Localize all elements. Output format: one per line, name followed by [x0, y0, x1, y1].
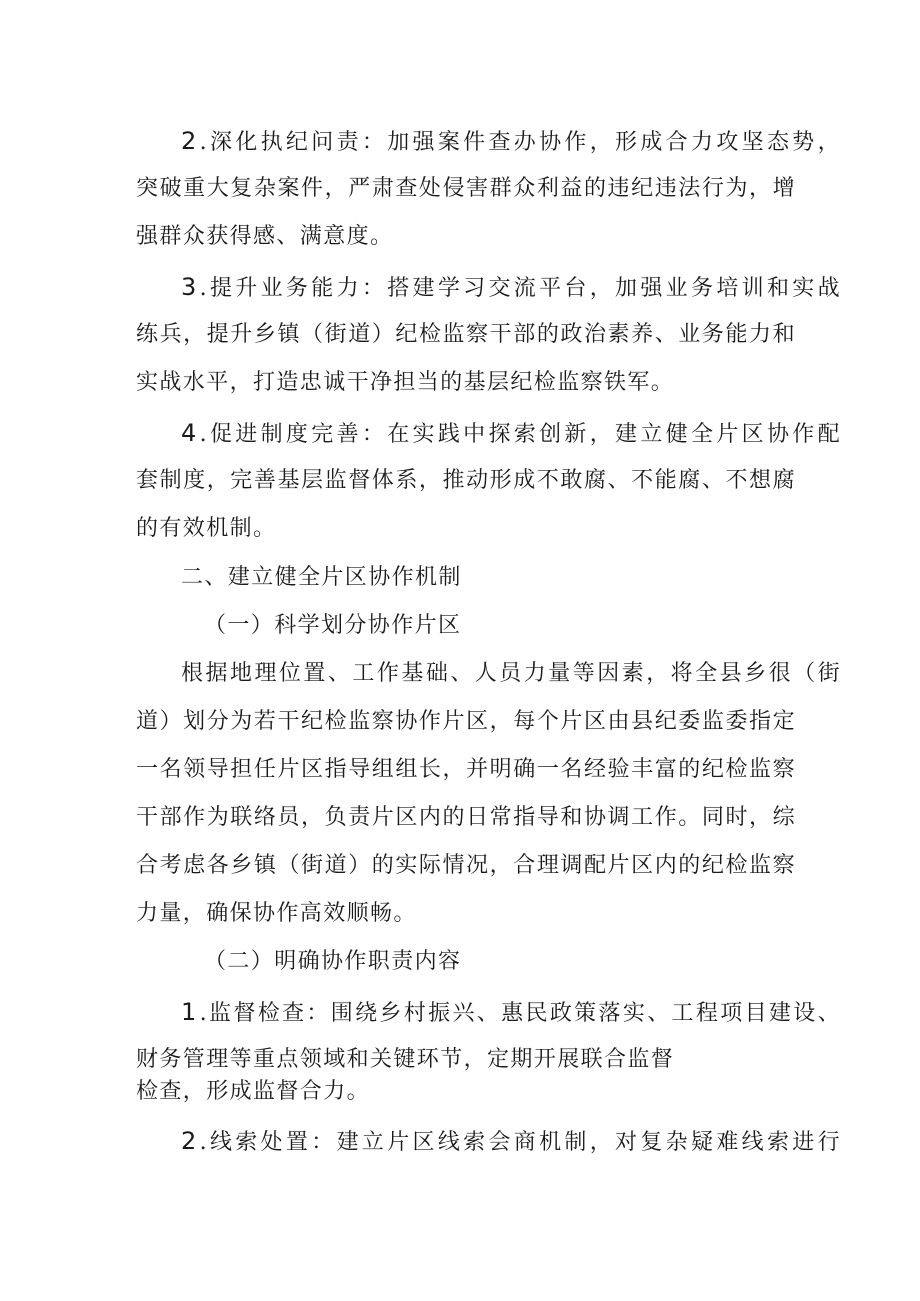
item-number: 3	[181, 273, 198, 301]
body-line-2: 道）划分为若干纪检监察协作片区，每个片区由县纪委监委指定	[136, 709, 796, 734]
paragraph-3-line-2: 练兵，提升乡镇（街道）纪检监察干部的政治素养、业务能力和	[136, 322, 796, 347]
item-number: 4	[181, 419, 198, 447]
paragraph-2-line-1: 2.深化执纪问责：加强案件查办协作，形成合力攻坚态势，	[181, 127, 841, 155]
paragraph-2-line-2: 突破重大复杂案件，严肃查处侵害群众利益的违纪违法行为，增	[136, 176, 796, 201]
body-line-4: 干部作为联络员，负责片区内的日常指导和协调工作。同时，综	[136, 805, 796, 830]
item-1-line-2: 财务管理等重点领域和关键环节，定期开展联合监督	[136, 1047, 675, 1072]
subsection-heading-2: （二）明确协作职责内容	[204, 949, 462, 974]
item-2-line-1: 2.线索处置：建立片区线索会商机制，对复杂疑难线索进行	[181, 1127, 841, 1155]
paragraph-3-line-3: 实战水平，打造忠诚干净担当的基层纪检监察铁军。	[136, 370, 675, 395]
body-line-5: 合考虑各乡镇（街道）的实际情况，合理调配片区内的纪检监察	[136, 853, 796, 878]
item-number: 1	[181, 998, 198, 1026]
item-number: 2	[181, 1127, 198, 1155]
body-line-6: 力量，确保协作高效顺畅。	[136, 901, 417, 926]
subsection-heading-1: （一）科学划分协作片区	[204, 613, 462, 638]
body-line-3: 一名领导担任片区指导组组长，并明确一名经验丰富的纪检监察	[136, 757, 796, 782]
body-line-1: 根据地理位置、工作基础、人员力量等因素，将全县乡很（街	[181, 661, 841, 686]
paragraph-4-line-2: 套制度，完善基层监督体系，推动形成不敢腐、不能腐、不想腐	[136, 468, 796, 493]
item-1-line-1: 1.监督检查：围绕乡村振兴、惠民政策落实、工程项目建设、	[181, 998, 841, 1026]
item-1-line-3: 检查，形成监督合力。	[136, 1079, 371, 1104]
paragraph-3-line-1: 3.提升业务能力：搭建学习交流平台，加强业务培训和实战	[181, 273, 841, 301]
paragraph-2-line-3: 强群众获得感、满意度。	[136, 224, 394, 249]
paragraph-4-line-3: 的有效机制。	[136, 516, 277, 541]
item-number: 2	[181, 127, 198, 155]
paragraph-4-line-1: 4.促进制度完善：在实践中探索创新，建立健全片区协作配	[181, 419, 841, 447]
section-heading: 二、建立健全片区协作机制	[181, 565, 462, 590]
